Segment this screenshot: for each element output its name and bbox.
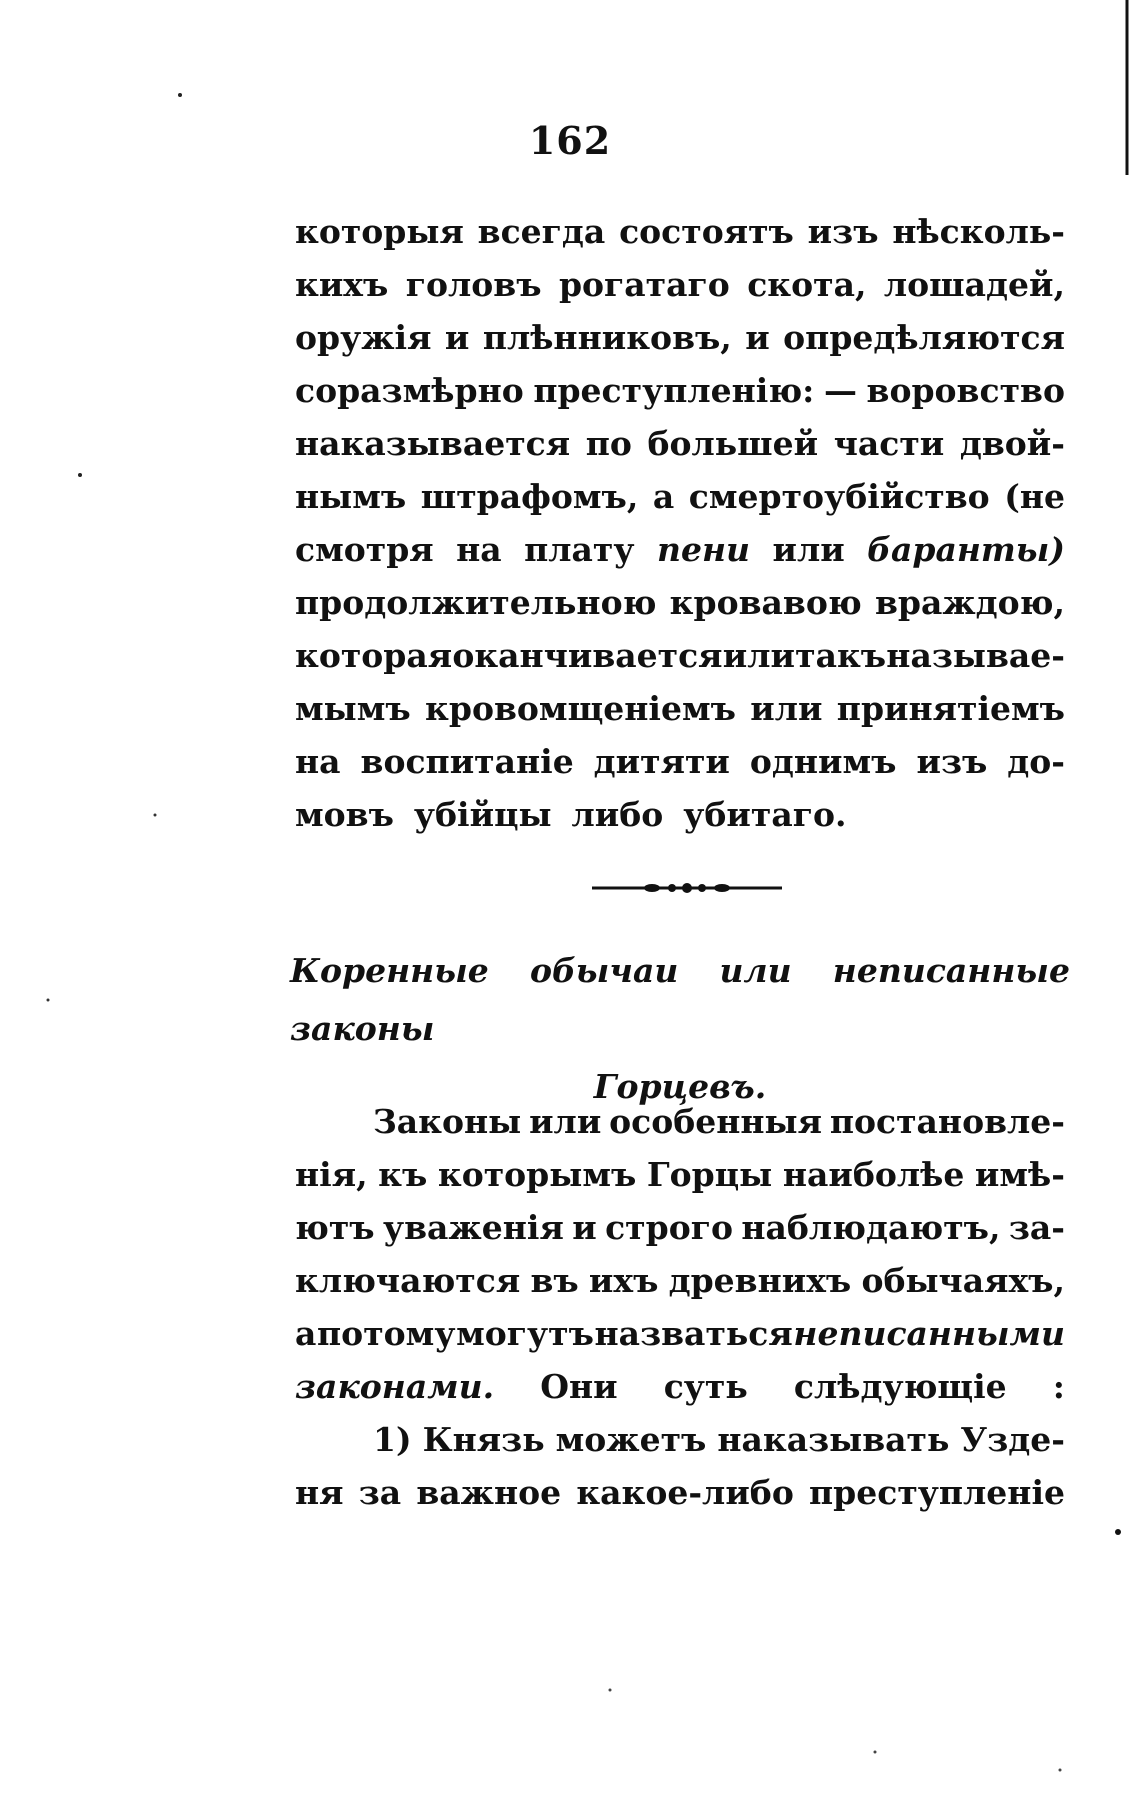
word: за	[358, 1473, 402, 1512]
word: ня	[295, 1473, 344, 1512]
word: изъ	[916, 742, 988, 781]
word: наказывается	[295, 424, 571, 463]
word: назваться	[594, 1314, 793, 1353]
word: мымъ	[295, 689, 411, 728]
word: можетъ	[555, 1420, 707, 1459]
word: состоятъ	[619, 212, 794, 251]
word: соразмѣрно	[295, 371, 524, 410]
word: опредѣляются	[783, 318, 1065, 357]
word: нѣсколь-	[892, 212, 1065, 251]
word: обычаяхъ,	[861, 1261, 1065, 1300]
word: Горцы	[646, 1155, 773, 1194]
word: и	[444, 318, 470, 357]
word: а	[652, 477, 675, 516]
word: преступленіе	[809, 1473, 1065, 1512]
word: лошадей,	[883, 265, 1065, 304]
word: скота,	[747, 265, 867, 304]
word: Они	[540, 1367, 618, 1406]
word: изъ	[807, 212, 879, 251]
word: которая	[295, 636, 453, 675]
word: мовъ	[295, 795, 394, 834]
word: или	[722, 636, 795, 675]
word: убитаго.	[683, 795, 847, 834]
page-number: 162	[528, 118, 612, 163]
word: такъ	[795, 636, 887, 675]
word: могутъ	[456, 1314, 594, 1353]
word: наиболѣе	[782, 1155, 965, 1194]
word: Узде-	[960, 1420, 1065, 1459]
word: къ	[378, 1155, 428, 1194]
word: плѣнниковъ,	[482, 318, 732, 357]
word: слѣдующіе	[793, 1367, 1007, 1406]
word: или	[750, 689, 823, 728]
word: или	[772, 530, 845, 569]
word: плату	[524, 530, 635, 569]
word: всегда	[477, 212, 606, 251]
word: важное	[416, 1473, 562, 1512]
word: либо	[571, 795, 664, 834]
heading-line-1: Коренные обычаи или неписанные законы	[290, 951, 1070, 1048]
word: Князь	[422, 1420, 545, 1459]
word: на	[456, 530, 502, 569]
word: уваженія	[383, 1208, 564, 1247]
word: неписанными	[793, 1314, 1065, 1353]
word: имѣ-	[974, 1155, 1065, 1194]
word: потому	[317, 1314, 456, 1353]
word: рогатаго	[558, 265, 730, 304]
word: части	[833, 424, 945, 463]
word: убійцы	[413, 795, 552, 834]
word: нымъ	[295, 477, 407, 516]
word: (не	[1004, 477, 1065, 516]
word: ключаются	[295, 1261, 521, 1300]
word: наказывать	[717, 1420, 950, 1459]
word: въ	[530, 1261, 579, 1300]
word: особенныя	[609, 1102, 823, 1141]
word: кровомщеніемъ	[425, 689, 736, 728]
word: большей	[647, 424, 819, 463]
word: ютъ	[295, 1208, 375, 1247]
word: оружія	[295, 318, 432, 357]
word: головъ	[405, 265, 542, 304]
heading-line-2: Горцевъ.	[593, 1067, 767, 1106]
word: враждою,	[874, 583, 1065, 622]
word: и	[745, 318, 770, 357]
word: оканчивается	[452, 636, 723, 675]
word: преступленію:	[533, 371, 815, 410]
word: суть	[663, 1367, 748, 1406]
word: или	[529, 1102, 602, 1141]
word: строго	[605, 1208, 733, 1247]
word: до-	[1007, 742, 1065, 781]
word: на	[295, 742, 341, 781]
word: и	[572, 1208, 597, 1247]
word: а	[295, 1314, 317, 1353]
word: кровавою	[669, 583, 862, 622]
word: пени	[656, 530, 751, 569]
word: какое-либо	[576, 1473, 794, 1512]
word: дитяти	[593, 742, 730, 781]
word: наблюдаютъ,	[741, 1208, 1001, 1247]
word: смертоубійство	[688, 477, 990, 516]
word: продолжительною	[295, 583, 657, 622]
word: Законы	[373, 1102, 522, 1141]
word: за-	[1008, 1208, 1065, 1247]
word: :	[1052, 1367, 1065, 1406]
word: ихъ	[588, 1261, 659, 1300]
word: древнихъ	[668, 1261, 852, 1300]
word: законами.	[295, 1367, 495, 1406]
word: смотря	[295, 530, 434, 569]
word: 1)	[373, 1420, 412, 1459]
word: воспитаніе	[360, 742, 574, 781]
word: однимъ	[749, 742, 897, 781]
word: постановле-	[829, 1102, 1065, 1141]
word: по	[585, 424, 632, 463]
word: воровство	[866, 371, 1065, 410]
word: двой-	[959, 424, 1065, 463]
word: которымъ	[437, 1155, 637, 1194]
word: баранты)	[867, 530, 1065, 569]
word: —	[823, 371, 857, 410]
word: кихъ	[295, 265, 389, 304]
word: принятіемъ	[836, 689, 1065, 728]
word: называе-	[886, 636, 1065, 675]
word: нія,	[295, 1155, 368, 1194]
word: штрафомъ,	[420, 477, 639, 516]
word: которыя	[295, 212, 464, 251]
